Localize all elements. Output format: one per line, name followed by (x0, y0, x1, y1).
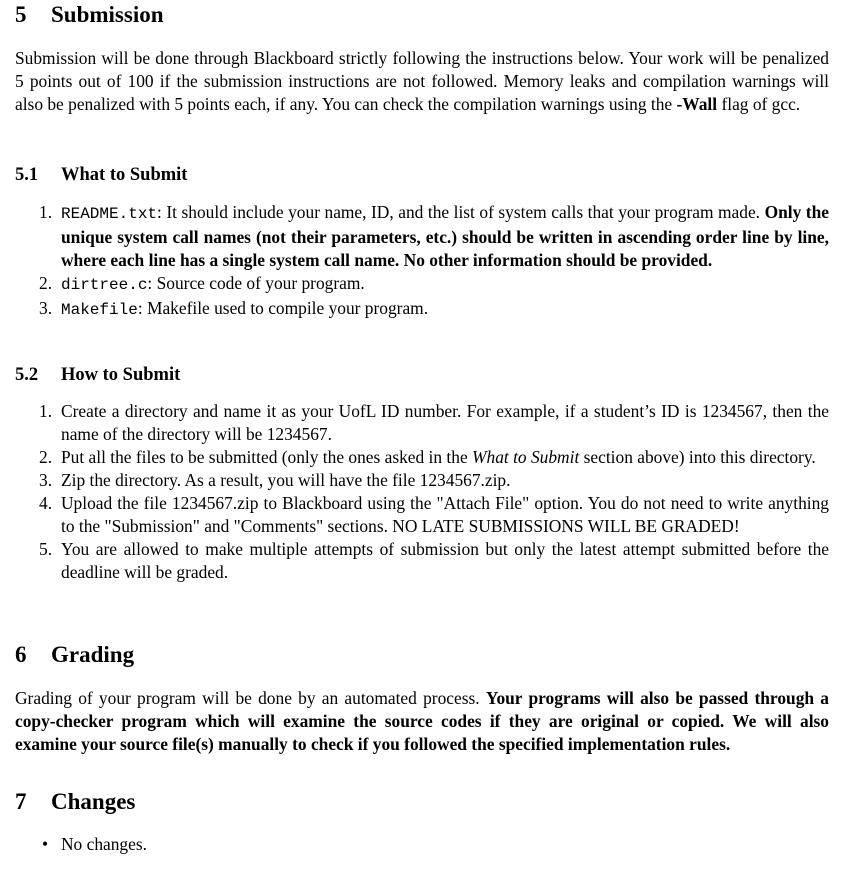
how-to-submit-list (15, 400, 829, 584)
section-grading (15, 642, 829, 668)
paragraph (15, 687, 829, 756)
what-to-submit-list (15, 201, 829, 322)
grading-paragraph (15, 687, 829, 756)
item-text: You are allowed to make multiple attempts of submission but only the latest attempt submitted before the deadline will be graded. (61, 539, 829, 582)
subsection-heading-how-to-submit (15, 365, 829, 386)
section-title: Submission (51, 2, 164, 27)
list-marker: 2. (39, 447, 53, 467)
item-text: Put all the files to be submitted (only the ones asked in the (61, 447, 473, 467)
list-marker: 3. (39, 298, 53, 318)
list-item (15, 272, 829, 297)
list-item (15, 538, 829, 584)
list-item (15, 400, 829, 446)
list-item (15, 833, 829, 856)
wall-flag: -Wall (676, 94, 718, 114)
file-name: Makefile (61, 301, 138, 319)
submission-paragraph (15, 47, 829, 116)
list-item (15, 469, 829, 492)
subsection-title: What to Submit (61, 165, 188, 185)
paragraph-bold-text: Your programs will also be passed through a copy-checker program which will examine the source codes if they are original or copied. We will also examine your source file(s) manually to check if you followed the specified implementation rules. (15, 688, 829, 754)
item-italic-text: What to Submit (472, 447, 580, 467)
section-title: Changes (51, 789, 136, 814)
list-item (15, 297, 829, 322)
subsection-what-to-submit (15, 165, 829, 186)
file-name: dirtree.c (61, 276, 148, 294)
paragraph-text-end: flag of gcc. (717, 94, 801, 114)
subsection-how-to-submit (15, 365, 829, 386)
item-text: : It should include your name, ID, and the list of system calls that your program made. (157, 202, 765, 222)
list-item (15, 446, 829, 469)
section-number: 6 (15, 642, 27, 667)
subsection-heading-what-to-submit (15, 165, 829, 186)
list-marker: 1. (39, 202, 53, 222)
subsection-number: 5.2 (15, 365, 39, 385)
list-marker: 3. (39, 470, 53, 490)
file-name: README.txt (61, 205, 158, 223)
item-text: No changes. (61, 834, 147, 854)
section-number: 7 (15, 789, 27, 814)
item-text: : Makefile used to compile your program. (137, 298, 429, 318)
item-text: Create a directory and name it as your UofL ID number. For example, if a student’s ID is 1234567, then the name of the directory will be 1234567. (61, 401, 829, 444)
paragraph (15, 47, 829, 116)
subsection-number: 5.1 (15, 165, 39, 185)
list-item (15, 201, 829, 272)
item-text: Zip the directory. As a result, you will have the file 1234567.zip. (61, 470, 511, 490)
list-marker: 5. (39, 539, 53, 559)
item-text-end: section above) into this directory. (579, 447, 816, 467)
paragraph-text: Submission will be done through Blackboard strictly following the instructions below. Your work will be penalized 5 points out of 100 if the submission instructions are not followed. Memory leaks and compilation warnings will also be penalized with 5 points each, if any. You can check the compilation warnings using the (15, 48, 829, 114)
bullet-marker: • (42, 834, 49, 854)
list-marker: 1. (39, 401, 53, 421)
list-item (15, 492, 829, 538)
section-heading-grading (15, 642, 829, 668)
changes-list (15, 833, 829, 856)
section-heading-changes (15, 789, 829, 815)
paragraph-text: Grading of your program will be done by an automated process. (15, 688, 486, 708)
section-title: Grading (51, 642, 135, 667)
item-bold-text: Only the unique system call names (not their parameters, etc.) should be written in ascending order line by line, where each line has a single system call name. No other information should be provided. (61, 202, 829, 270)
section-heading-submission (15, 2, 829, 28)
item-text: Upload the file 1234567.zip to Blackboard using the "Attach File" option. You do not need to write anything to the "Submission" and "Comments" sections. NO LATE SUBMISSIONS WILL BE GRADED! (61, 493, 829, 536)
list-marker: 4. (39, 493, 53, 513)
section-number: 5 (15, 2, 27, 27)
subsection-title: How to Submit (61, 365, 181, 385)
section-changes (15, 789, 829, 815)
list-marker: 2. (39, 273, 53, 293)
section-submission (15, 2, 829, 28)
item-text: : Source code of your program. (147, 273, 365, 293)
